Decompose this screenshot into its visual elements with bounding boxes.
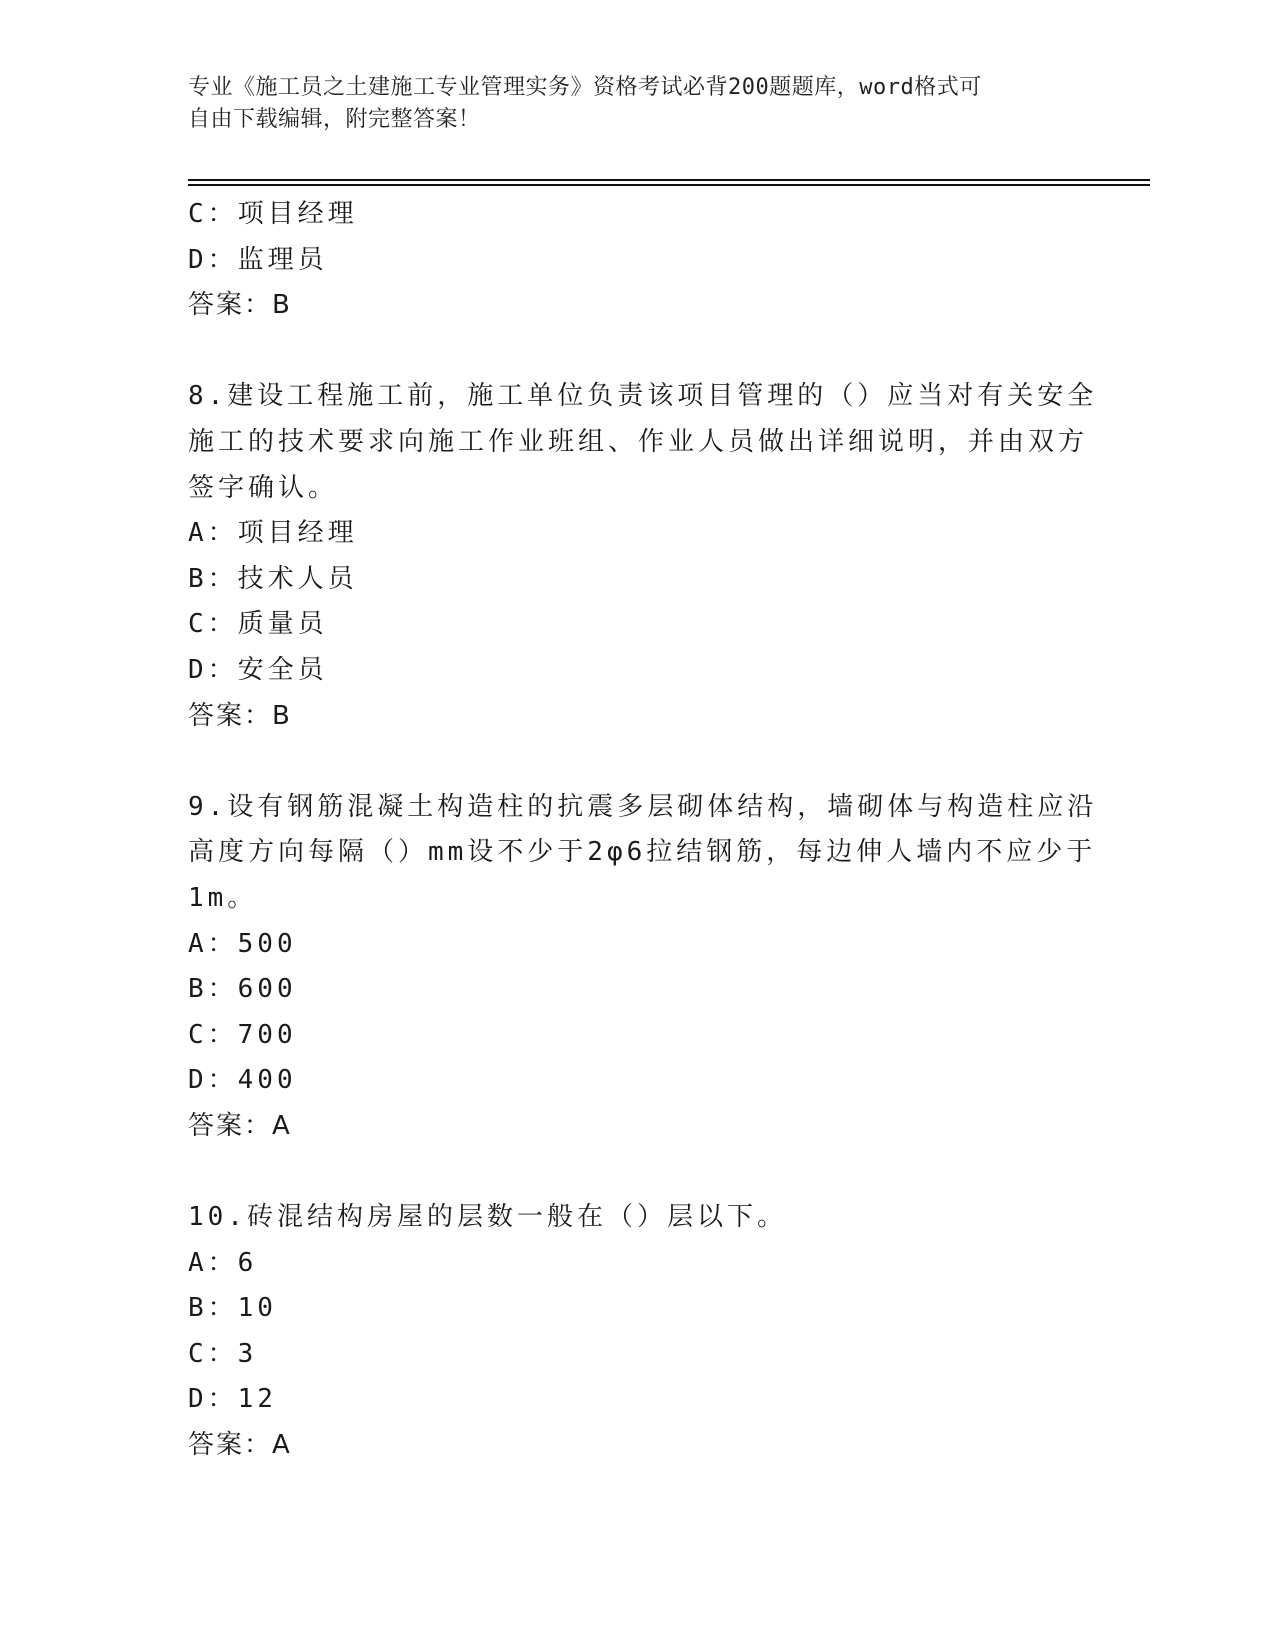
question-7-tail: [188, 192, 1088, 329]
option-b: B：10: [188, 1293, 277, 1324]
option-c: C：3: [188, 1338, 258, 1369]
option-c: C：质量员: [188, 609, 328, 640]
question-text-line: 8.建设工程施工前，施工单位负责该项目管理的（）应当对有关安全: [188, 381, 1098, 412]
option-a: A：6: [188, 1247, 258, 1278]
question-8: [188, 374, 1098, 739]
spacer: [188, 1149, 1088, 1195]
spacer: [188, 739, 1088, 785]
answer: 答案：B: [188, 290, 292, 321]
option-a: A：500: [188, 928, 297, 959]
option-a: A：项目经理: [188, 518, 358, 549]
header-rule-bottom: [188, 184, 1150, 186]
question-list: [188, 192, 1098, 1469]
question-text-line: 高度方向每隔（）mm设不少于2φ6拉结钢筋，每边伸人墙内不应少于: [188, 837, 1097, 868]
header-line-1: 专业《施工员之土建施工专业管理实务》资格考试必背200题题库，word格式可: [188, 75, 982, 100]
option-b: B：技术人员: [188, 563, 358, 594]
question-text-line: 9.设有钢筋混凝土构造柱的抗震多层砌体结构，墙砌体与构造柱应沿: [188, 791, 1098, 822]
question-10: [188, 1195, 1088, 1469]
header-rule-top: [188, 179, 1150, 181]
option-d: D：安全员: [188, 654, 328, 685]
answer: 答案：A: [188, 1430, 292, 1461]
question-text-line: 签字确认。: [188, 472, 339, 503]
option-b: B：600: [188, 974, 297, 1005]
question-text-line: 施工的技术要求向施工作业班组、作业人员做出详细说明，并由双方: [188, 426, 1089, 457]
spacer: [188, 329, 1088, 375]
option-c: C：700: [188, 1019, 297, 1050]
option-d: D：监理员: [188, 244, 328, 275]
option-d: D：12: [188, 1384, 277, 1415]
question-text-line: 10.砖混结构房屋的层数一般在（）层以下。: [188, 1202, 787, 1233]
question-text-line: 1m。: [188, 882, 258, 913]
option-c: C：项目经理: [188, 199, 358, 229]
question-9: [188, 785, 1098, 1150]
header-line-2: 自由下载编辑，附完整答案！: [188, 107, 481, 132]
option-d: D：400: [188, 1065, 297, 1096]
answer: 答案：B: [188, 700, 292, 731]
document-header: [188, 72, 1068, 136]
answer: 答案：A: [188, 1110, 292, 1141]
